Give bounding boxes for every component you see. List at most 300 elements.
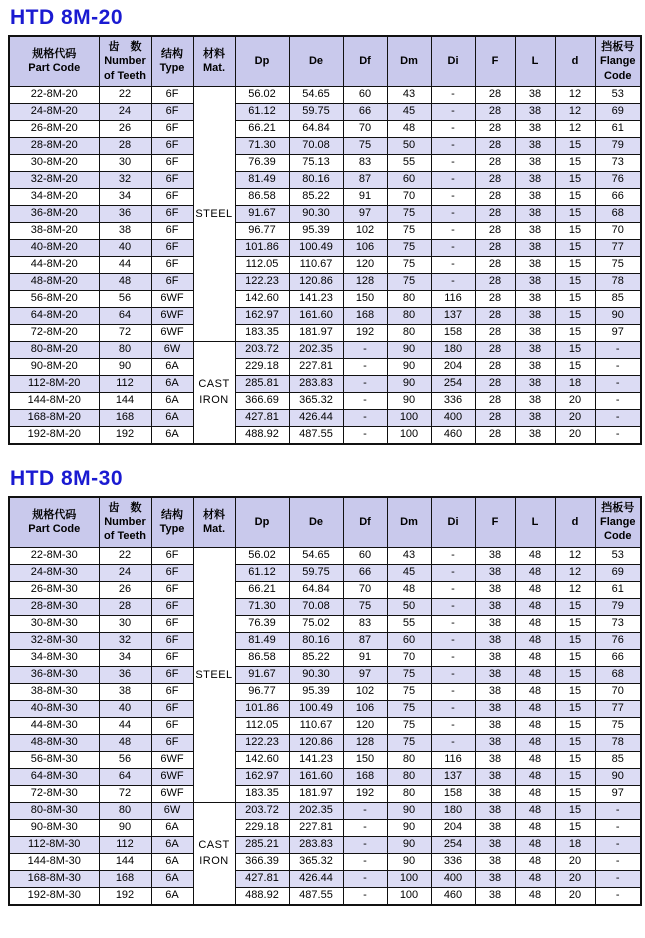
cell-d: 12: [555, 86, 595, 103]
cell-d: 15: [555, 154, 595, 171]
cell-d: 15: [555, 324, 595, 341]
cell-teeth: 192: [99, 887, 151, 905]
cell-de: 426.44: [289, 870, 343, 887]
cell-flange: -: [595, 358, 641, 375]
cell-l: 38: [515, 239, 555, 256]
cell-df: 128: [343, 273, 387, 290]
cell-dp: 183.35: [235, 785, 289, 802]
cell-type: 6A: [151, 392, 193, 409]
cell-flange: 70: [595, 222, 641, 239]
cell-dm: 45: [387, 103, 431, 120]
cell-d: 15: [555, 785, 595, 802]
header-label-line: of Teeth: [104, 69, 146, 82]
cell-dm: 48: [387, 120, 431, 137]
cell-d: 15: [555, 717, 595, 734]
cell-di: -: [431, 632, 475, 649]
cell-type: 6F: [151, 649, 193, 666]
cell-de: 59.75: [289, 103, 343, 120]
cell-dp: 101.86: [235, 700, 289, 717]
cell-type: 6F: [151, 273, 193, 290]
cell-df: 120: [343, 717, 387, 734]
cell-di: -: [431, 86, 475, 103]
cell-part-code: 34-8M-20: [9, 188, 99, 205]
header-label-line: 材料: [203, 509, 225, 522]
cell-type: 6A: [151, 887, 193, 905]
table-row-56-8M-20: [9, 290, 641, 307]
cell-f: 28: [475, 205, 515, 222]
cell-d: 15: [555, 632, 595, 649]
cell-de: 283.83: [289, 836, 343, 853]
cell-dp: 56.02: [235, 547, 289, 564]
cell-d: 20: [555, 392, 595, 409]
cell-material: [193, 802, 235, 905]
cell-flange: -: [595, 853, 641, 870]
table-row-64-8M-30: [9, 768, 641, 785]
header-label-line: 规格代码: [32, 48, 77, 61]
cell-part-code: 26-8M-20: [9, 120, 99, 137]
cell-dp: 112.05: [235, 256, 289, 273]
cell-df: 168: [343, 768, 387, 785]
header-label-line: 结构: [161, 509, 183, 522]
cell-df: 150: [343, 751, 387, 768]
column-header-f: [475, 36, 515, 86]
header-label-line: 材料: [203, 48, 225, 61]
cell-f: 38: [475, 870, 515, 887]
table-row-40-8M-30: [9, 700, 641, 717]
cell-dp: 96.77: [235, 683, 289, 700]
cell-df: 70: [343, 581, 387, 598]
cell-teeth: 40: [99, 700, 151, 717]
cell-di: -: [431, 683, 475, 700]
column-header-f: [475, 497, 515, 547]
cell-teeth: 168: [99, 409, 151, 426]
cell-part-code: 56-8M-20: [9, 290, 99, 307]
column-header-flange: [595, 36, 641, 86]
cell-teeth: 112: [99, 836, 151, 853]
cell-part-code: 22-8M-20: [9, 86, 99, 103]
cell-flange: -: [595, 870, 641, 887]
cell-dp: 71.30: [235, 137, 289, 154]
cell-flange: 69: [595, 564, 641, 581]
cell-df: -: [343, 409, 387, 426]
table-row-36-8M-30: [9, 666, 641, 683]
cell-f: 28: [475, 290, 515, 307]
table-row-24-8M-20: [9, 103, 641, 120]
cell-di: -: [431, 137, 475, 154]
cell-dm: 50: [387, 137, 431, 154]
cell-type: 6F: [151, 171, 193, 188]
cell-flange: 69: [595, 103, 641, 120]
cell-df: 97: [343, 205, 387, 222]
cell-dm: 80: [387, 307, 431, 324]
cell-flange: 53: [595, 547, 641, 564]
cell-dp: 427.81: [235, 870, 289, 887]
cell-teeth: 28: [99, 137, 151, 154]
header-row: [9, 497, 641, 547]
cell-df: 70: [343, 120, 387, 137]
cell-di: -: [431, 273, 475, 290]
cell-dp: 66.21: [235, 581, 289, 598]
table-body: [9, 547, 641, 905]
header-label-line: Code: [604, 69, 632, 82]
cell-de: 100.49: [289, 700, 343, 717]
cell-teeth: 72: [99, 785, 151, 802]
header-label-line: Part Code: [28, 62, 81, 75]
cell-de: 75.13: [289, 154, 343, 171]
cell-teeth: 144: [99, 392, 151, 409]
header-label-line: 齿 数: [108, 41, 142, 53]
table-row-32-8M-20: [9, 171, 641, 188]
cell-df: -: [343, 853, 387, 870]
cell-type: 6A: [151, 375, 193, 392]
cell-de: 95.39: [289, 683, 343, 700]
cell-d: 12: [555, 564, 595, 581]
cell-f: 38: [475, 598, 515, 615]
cell-part-code: 28-8M-30: [9, 598, 99, 615]
cell-flange: 61: [595, 581, 641, 598]
cell-di: -: [431, 717, 475, 734]
header-label-line: Part Code: [28, 523, 81, 536]
cell-teeth: 36: [99, 666, 151, 683]
cell-dp: 285.21: [235, 836, 289, 853]
cell-dm: 100: [387, 409, 431, 426]
header-label-line: Dp: [254, 516, 270, 529]
table-row-26-8M-20: [9, 120, 641, 137]
cell-dp: 81.49: [235, 632, 289, 649]
cell-f: 38: [475, 666, 515, 683]
cell-flange: 66: [595, 188, 641, 205]
cell-flange: 66: [595, 649, 641, 666]
cell-d: 15: [555, 205, 595, 222]
column-header-di: [431, 36, 475, 86]
cell-d: 15: [555, 256, 595, 273]
cell-dm: 80: [387, 751, 431, 768]
cell-l: 38: [515, 256, 555, 273]
cell-l: 38: [515, 324, 555, 341]
cell-f: 28: [475, 222, 515, 239]
cell-part-code: 112-8M-20: [9, 375, 99, 392]
table-row-112-8M-20: [9, 375, 641, 392]
cell-part-code: 30-8M-20: [9, 154, 99, 171]
cell-flange: 53: [595, 86, 641, 103]
header-label-line: d: [571, 516, 579, 529]
cell-l: 48: [515, 700, 555, 717]
cell-f: 28: [475, 307, 515, 324]
cell-dm: 75: [387, 222, 431, 239]
cell-part-code: 80-8M-20: [9, 341, 99, 358]
cell-dp: 203.72: [235, 341, 289, 358]
header-label-line: L: [531, 516, 539, 529]
cell-type: 6F: [151, 700, 193, 717]
cell-type: 6F: [151, 717, 193, 734]
cell-di: -: [431, 547, 475, 564]
cell-df: 106: [343, 700, 387, 717]
cell-flange: 77: [595, 700, 641, 717]
cell-teeth: 80: [99, 802, 151, 819]
cell-dm: 55: [387, 154, 431, 171]
table-body: [9, 86, 641, 444]
cell-part-code: 144-8M-20: [9, 392, 99, 409]
cell-teeth: 32: [99, 171, 151, 188]
cell-de: 85.22: [289, 649, 343, 666]
table-row-36-8M-20: [9, 205, 641, 222]
cell-di: -: [431, 205, 475, 222]
column-header-part-code: [9, 36, 99, 86]
cell-dp: 61.12: [235, 103, 289, 120]
cell-d: 15: [555, 598, 595, 615]
cell-teeth: 48: [99, 273, 151, 290]
cell-d: 20: [555, 853, 595, 870]
cell-f: 28: [475, 375, 515, 392]
cell-dp: 162.97: [235, 768, 289, 785]
material-label-line: IRON: [199, 394, 229, 407]
cell-d: 15: [555, 290, 595, 307]
column-header-d: [555, 497, 595, 547]
cell-part-code: 24-8M-30: [9, 564, 99, 581]
cell-di: -: [431, 564, 475, 581]
cell-d: 15: [555, 615, 595, 632]
cell-type: 6WF: [151, 324, 193, 341]
cell-di: 336: [431, 392, 475, 409]
cell-type: 6F: [151, 547, 193, 564]
cell-di: 400: [431, 870, 475, 887]
cell-dm: 90: [387, 819, 431, 836]
cell-di: -: [431, 188, 475, 205]
cell-df: 97: [343, 666, 387, 683]
cell-f: 38: [475, 649, 515, 666]
header-label-line: Type: [159, 523, 185, 536]
table-row-22-8M-20: [9, 86, 641, 103]
cell-teeth: 48: [99, 734, 151, 751]
cell-l: 38: [515, 426, 555, 444]
cell-dm: 55: [387, 615, 431, 632]
cell-flange: 90: [595, 307, 641, 324]
cell-part-code: 44-8M-30: [9, 717, 99, 734]
cell-df: 91: [343, 188, 387, 205]
cell-part-code: 72-8M-20: [9, 324, 99, 341]
header-label-line: Dm: [400, 55, 418, 68]
header-label-line: 齿 数: [108, 501, 142, 514]
header-label-line: De: [308, 516, 324, 529]
cell-dm: 70: [387, 188, 431, 205]
cell-dp: 61.12: [235, 564, 289, 581]
cell-df: -: [343, 341, 387, 358]
table-row-24-8M-30: [9, 564, 641, 581]
cell-part-code: 64-8M-20: [9, 307, 99, 324]
header-label-line: Number: [104, 516, 146, 529]
cell-de: 181.97: [289, 785, 343, 802]
cell-df: 83: [343, 154, 387, 171]
table-row-30-8M-30: [9, 615, 641, 632]
cell-teeth: 22: [99, 547, 151, 564]
column-header-dm: [387, 497, 431, 547]
cell-d: 15: [555, 358, 595, 375]
cell-part-code: 24-8M-20: [9, 103, 99, 120]
cell-d: 15: [555, 683, 595, 700]
cell-di: -: [431, 581, 475, 598]
cell-de: 95.39: [289, 222, 343, 239]
cell-type: 6F: [151, 734, 193, 751]
cell-dp: 66.21: [235, 120, 289, 137]
header-label-line: d: [571, 55, 579, 68]
cell-dp: 142.60: [235, 290, 289, 307]
cell-flange: 85: [595, 290, 641, 307]
header-label-line: 规格代码: [32, 509, 77, 522]
cell-flange: -: [595, 819, 641, 836]
cell-di: 254: [431, 375, 475, 392]
cell-part-code: 40-8M-30: [9, 700, 99, 717]
cell-de: 90.30: [289, 205, 343, 222]
table-row-90-8M-30: [9, 819, 641, 836]
cell-part-code: 56-8M-30: [9, 751, 99, 768]
cell-flange: -: [595, 836, 641, 853]
cell-de: 70.08: [289, 598, 343, 615]
cell-de: 120.86: [289, 734, 343, 751]
cell-type: 6F: [151, 154, 193, 171]
header-label-line: Code: [604, 530, 632, 543]
cell-d: 12: [555, 547, 595, 564]
cell-df: 91: [343, 649, 387, 666]
cell-type: 6F: [151, 239, 193, 256]
page-title-htd-8m-30: HTD 8M-30: [10, 466, 124, 490]
cell-dm: 90: [387, 341, 431, 358]
cell-df: -: [343, 426, 387, 444]
column-header-teeth: [99, 497, 151, 547]
cell-teeth: 80: [99, 341, 151, 358]
cell-flange: -: [595, 375, 641, 392]
cell-flange: 75: [595, 256, 641, 273]
cell-material: [193, 86, 235, 341]
cell-dm: 80: [387, 768, 431, 785]
cell-teeth: 64: [99, 768, 151, 785]
cell-f: 38: [475, 751, 515, 768]
cell-di: 460: [431, 887, 475, 905]
cell-l: 48: [515, 819, 555, 836]
cell-dm: 75: [387, 683, 431, 700]
cell-dp: 71.30: [235, 598, 289, 615]
cell-di: -: [431, 154, 475, 171]
cell-dm: 60: [387, 632, 431, 649]
cell-type: 6WF: [151, 785, 193, 802]
cell-di: 400: [431, 409, 475, 426]
cell-de: 80.16: [289, 171, 343, 188]
cell-df: -: [343, 802, 387, 819]
cell-l: 38: [515, 137, 555, 154]
column-header-df: [343, 36, 387, 86]
cell-type: 6WF: [151, 307, 193, 324]
table-header: [9, 36, 641, 86]
cell-f: 28: [475, 239, 515, 256]
cell-l: 38: [515, 290, 555, 307]
cell-dp: 122.23: [235, 734, 289, 751]
cell-df: -: [343, 392, 387, 409]
cell-f: 38: [475, 581, 515, 598]
cell-d: 20: [555, 887, 595, 905]
cell-l: 38: [515, 409, 555, 426]
cell-f: 28: [475, 324, 515, 341]
cell-part-code: 72-8M-30: [9, 785, 99, 802]
header-label-line: F: [491, 516, 499, 529]
cell-flange: 78: [595, 273, 641, 290]
cell-l: 48: [515, 649, 555, 666]
table-row-48-8M-20: [9, 273, 641, 290]
cell-df: 87: [343, 171, 387, 188]
cell-l: 48: [515, 802, 555, 819]
cell-f: 38: [475, 768, 515, 785]
material-label-line: STEEL: [195, 668, 233, 681]
table-row-34-8M-30: [9, 649, 641, 666]
column-header-dm: [387, 36, 431, 86]
cell-teeth: 24: [99, 564, 151, 581]
cell-part-code: 32-8M-30: [9, 632, 99, 649]
table-row-192-8M-30: [9, 887, 641, 905]
cell-part-code: 64-8M-30: [9, 768, 99, 785]
cell-df: 102: [343, 222, 387, 239]
cell-dm: 100: [387, 887, 431, 905]
cell-dm: 100: [387, 426, 431, 444]
cell-d: 20: [555, 426, 595, 444]
header-label-line: Df: [359, 516, 371, 529]
table-row-90-8M-20: [9, 358, 641, 375]
cell-d: 15: [555, 137, 595, 154]
cell-type: 6F: [151, 564, 193, 581]
cell-df: 120: [343, 256, 387, 273]
column-header-type: [151, 36, 193, 86]
cell-df: 168: [343, 307, 387, 324]
cell-de: 64.84: [289, 120, 343, 137]
cell-f: 28: [475, 358, 515, 375]
header-label-line: Flange: [600, 516, 636, 529]
cell-part-code: 40-8M-20: [9, 239, 99, 256]
cell-dp: 76.39: [235, 615, 289, 632]
cell-di: 158: [431, 785, 475, 802]
cell-teeth: 26: [99, 120, 151, 137]
cell-di: -: [431, 222, 475, 239]
cell-f: 38: [475, 802, 515, 819]
cell-de: 75.02: [289, 615, 343, 632]
cell-df: -: [343, 836, 387, 853]
cell-dm: 75: [387, 239, 431, 256]
spec-table-htd-8m-30: [8, 496, 642, 906]
cell-di: -: [431, 615, 475, 632]
cell-teeth: 72: [99, 324, 151, 341]
cell-dm: 48: [387, 581, 431, 598]
cell-teeth: 44: [99, 717, 151, 734]
cell-flange: 61: [595, 120, 641, 137]
cell-f: 38: [475, 836, 515, 853]
cell-di: 158: [431, 324, 475, 341]
cell-dm: 90: [387, 358, 431, 375]
cell-material: [193, 341, 235, 444]
cell-d: 15: [555, 222, 595, 239]
cell-di: 137: [431, 307, 475, 324]
cell-d: 20: [555, 409, 595, 426]
cell-df: 192: [343, 785, 387, 802]
cell-type: 6WF: [151, 768, 193, 785]
cell-l: 48: [515, 853, 555, 870]
cell-l: 48: [515, 615, 555, 632]
cell-f: 28: [475, 120, 515, 137]
cell-d: 15: [555, 751, 595, 768]
cell-part-code: 168-8M-20: [9, 409, 99, 426]
cell-l: 48: [515, 632, 555, 649]
cell-l: 48: [515, 547, 555, 564]
cell-l: 48: [515, 598, 555, 615]
cell-dm: 90: [387, 375, 431, 392]
cell-teeth: 56: [99, 290, 151, 307]
cell-dm: 80: [387, 290, 431, 307]
cell-d: 15: [555, 734, 595, 751]
